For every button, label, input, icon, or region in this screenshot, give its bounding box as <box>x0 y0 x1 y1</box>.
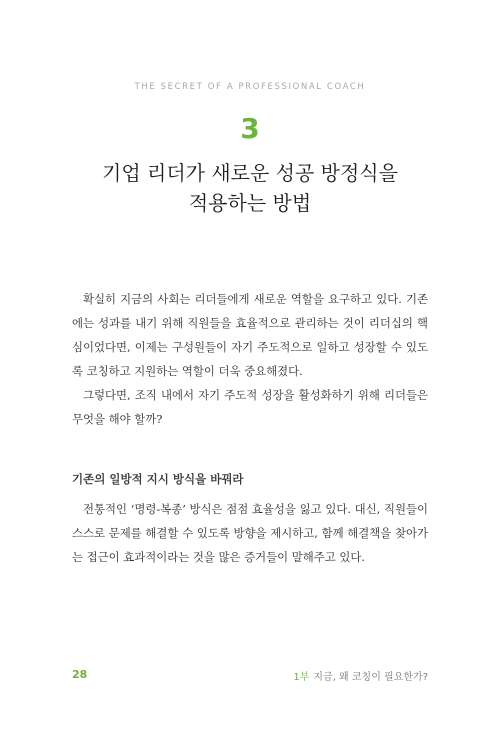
page-number: 28 <box>72 668 88 681</box>
part-title: 지금, 왜 코칭이 필요한가? <box>313 672 428 683</box>
chapter-title-line-1: 기업 리더가 새로운 성공 방정식을 <box>102 161 398 185</box>
section-text <box>72 497 428 569</box>
running-foot <box>293 668 428 683</box>
chapter-title-line-2: 적용하는 방법 <box>188 191 312 215</box>
intro-paragraph-1: 확실히 지금의 사회는 리더들에게 새로운 역할을 요구하고 있다. 기존에는 성과를 내기 위해 직원들을 효율적으로 관리하는 것이 리더십의 핵심이었다면, 이제는 구성원들이 자기 주도적으로 일하고 성장할 수 있도록 코칭하고 지원하는 역할이 더욱 중요해졌다. <box>72 292 428 378</box>
running-head: THE SECRET OF A PROFESSIONAL COACH <box>134 82 366 92</box>
intro-paragraph-2: 그렇다면, 조직 내에서 자기 주도적 성장을 활성화하기 위해 리더들은 무엇을 해야 할까? <box>72 388 428 426</box>
intro-text <box>72 287 428 431</box>
chapter-title <box>0 158 500 218</box>
section-paragraph-1: 전통적인 ‘명령-복종’ 방식은 점점 효율성을 잃고 있다. 대신, 직원들이 스스로 문제를 해결할 수 있도록 방향을 제시하고, 함께 해결책을 찾아가는 접근이 효과적이라는 것을 많은 증거들이 말해주고 있다. <box>72 502 428 564</box>
chapter-number: 3 <box>240 112 260 145</box>
part-label: 1부 <box>293 672 310 683</box>
section-heading: 기존의 일방적 지시 방식을 바꿔라 <box>72 472 244 486</box>
